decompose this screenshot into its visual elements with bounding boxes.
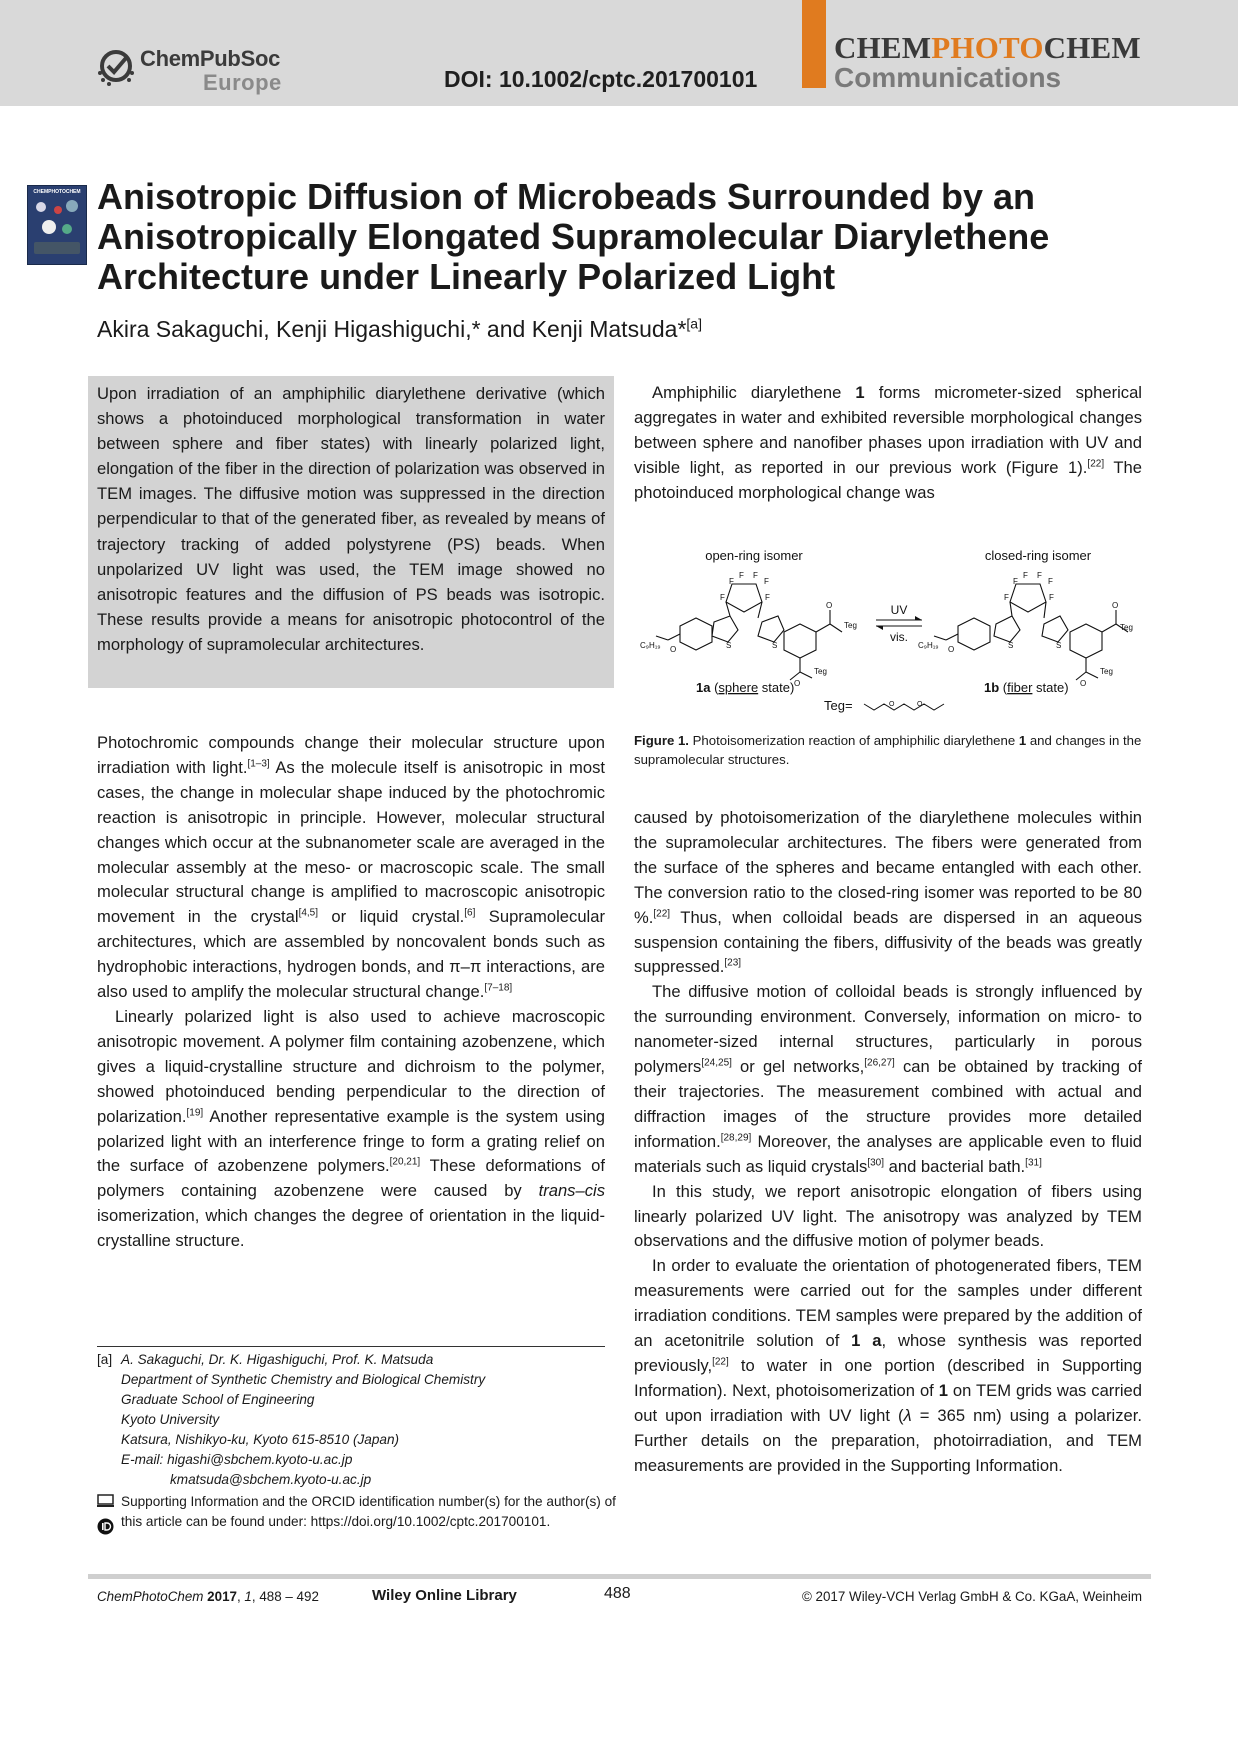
svg-text:F: F [764,577,769,586]
affiliation-footnote: [a] A. Sakaguchi, Dr. K. Higashiguchi, Prof. K. Matsuda Department of Synthetic Chemistry and Biological Chemistry Graduate School of Engineering Kyoto University Katsura, Nishikyo-ku, Kyoto 615-8510 (Japan) E-mail: higashi@sbchem.kyoto-u.ac.jp kmatsuda@sbchem.kyoto-u.ac.jp [97,1350,617,1490]
compound-1b-label: 1b (fiber state) [984,680,1069,695]
footnote-rule [97,1346,605,1347]
left-column-body [97,731,605,1254]
doi[interactable]: DOI: 10.1002/cptc.201700101 [444,66,758,92]
arrow-uv-label: UV [890,603,908,617]
journal-accent-bar [802,0,826,88]
svg-text:C₉H₁₉: C₉H₁₉ [640,641,661,650]
publisher-name: ChemPubSoc [140,46,281,71]
svg-text:O: O [794,679,801,688]
svg-text:F: F [729,577,734,586]
paragraph: In this study, we report anisotropic elongation of fibers using linearly polarized UV light. The anisotropy was analyzed by TEM observations and the diffusive motion of polymer beads. [634,1181,1142,1251]
svg-text:Teg: Teg [814,667,827,676]
svg-text:O: O [670,645,677,654]
svg-text:Teg: Teg [1100,667,1113,676]
svg-text:F: F [739,571,744,580]
paragraph: The diffusive motion of colloidal beads is strongly influenced by the surrounding environment. Conversely, information on micro- to nanometer-sized internal structures, particularly in porous polymers[24,25] or gel networks,[26,27] can be obtained by tracking of their trajectories. The measurement combined with actual and diffraction images of the structure provides more detailed information.[28,29] Moreover, the analyses are applicable even to fluid materials such as liquid crystals[30] and bacterial bath.[31] [634,982,1142,1176]
svg-text:S: S [726,641,732,650]
copyright: © 2017 Wiley-VCH Verlag GmbH & Co. KGaA, Weinheim [801,1589,1142,1604]
svg-text:O: O [1112,601,1119,610]
citation: ChemPhotoChem 2017, 1, 488 – 492 [97,1589,319,1604]
footer-rule [88,1574,1151,1579]
svg-text:S: S [1008,641,1014,650]
paragraph: In order to evaluate the orientation of photogenerated fibers, TEM measurements were carried out for the samples under different irradiation conditions. TEM samples were prepared by the addition of an acetonitrile solution of 1 a, whose synthesis was reported previously,[22] to water in one portion (described in Supporting Information). Next, photoisomerization of 1 on TEM grids was carried out upon irradiation with UV light (λ = 365 nm) using a polarizer. Further details on the preparation, photoirradiation, and TEM measurements are provided in the Supporting Information. [634,1256,1143,1475]
journal-name: CHEMPHOTOCHEM [834,30,1141,65]
paragraph: Photochromic compounds change their molecular structure upon irradiation with light.[1–3] As the molecule itself is anisotropic in most cases, the change in molecular shape induced by the photochromic reaction is anisotropic in principle. However, molecular structural changes which occur at the subnanometer scale are averaged in the molecular assembly at the meso- or macroscopic scale. The small molecular structural change is amplified to macroscopic anisotropic movement in the crystal[4,5] or liquid crystal.[6] Supramolecular architectures, which are assembled by noncovalent bonds such as hydrophobic interactions, hydrogen bonds, and π–π interactions, are also used to amplify the molecular structural change.[7–18] [97,733,605,1002]
supporting-info-note [97,1492,617,1532]
page-number: 488 [604,1585,631,1602]
svg-text:F: F [753,571,758,580]
paragraph: Linearly polarized light is also used to achieve macroscopic anisotropic movement. A polymer film containing azobenzene, which gives a liquid-crystalline structure and dichroism to the polymer, showed photoinduced bending perpendicular to the direction of polarization.[19] Another representative example is the system using polarized light with an interference fringe to form a grating relief on the surface of azobenzene polymers.[20,21] These deformations of polymers containing azobenzene were caused by trans–cis isomerization, which changes the degree of orientation in the liquid-crystalline structure. [97,1006,605,1251]
open-ring-label: open-ring isomer [705,548,803,563]
email-link[interactable]: kmatsuda@sbchem.kyoto-u.ac.jp [170,1472,372,1487]
cover-title: CHEMPHOTOCHEM [33,189,81,195]
teg-definition-label: Teg= [824,698,853,713]
svg-text:O: O [917,701,923,708]
svg-text:F: F [720,593,725,602]
orcid-icon [97,1518,114,1535]
article-title: Anisotropic Diffusion of Microbeads Surrounded by an Anisotropically Elongated Supramolecular Diarylethene Architecture under Linearly Polarized Light [97,176,1050,297]
computer-icon [97,1494,114,1508]
svg-text:F: F [1013,577,1018,586]
paragraph: Amphiphilic diarylethene 1 forms micrometer-sized spherical aggregates in water and exhibited reversible morphological changes between sphere and nanofiber phases upon irradiation with UV and visible light, as reported in our previous work (Figure 1).[22] The photoinduced morphological change was [634,383,1142,502]
compound-1a-label: 1a (sphere state) [696,680,795,695]
paragraph: caused by photoisomerization of the diarylethene molecules within the supramolecular architectures. The fibers were generated from the surface of the spheres and became entangled with each other. The conversion ratio to the closed-ring isomer was reported to be 80 %.[22] Thus, when colloidal beads are dispersed in an aqueous suspension containing the fibers, diffusivity of the beads was greatly suppressed.[23] [634,808,1142,977]
svg-text:Teg: Teg [844,621,857,630]
svg-text:O: O [826,601,833,610]
svg-text:C₉H₁₉: C₉H₁₉ [918,641,939,650]
open-ring-structure [656,584,842,680]
right-column-body [634,806,1142,1478]
svg-text:F: F [1037,571,1042,580]
supporting-info-text[interactable]: Supporting Information and the ORCID identification number(s) for the author(s) of this article can be found under: https://doi.org/10.1002/cptc.201700101. [121,1494,616,1529]
abstract: Upon irradiation of an amphiphilic diarylethene derivative (which shows a photoinduced morphological transformation in water between sphere and fiber states) with linearly polarized light, elongation of the fiber in the direction of polarization was observed in TEM images. The diffusive motion was suppressed in the direction perpendicular to that of the generated fiber, as revealed by means of trajectory tracking of added polystyrene (PS) beads. When unpolarized UV light was used, the TEM image showed no anisotropic features and the diffusion of PS beads was isotropic. These results provide a means for anisotropic photocontrol of the morphology of supramolecular architectures. [97,384,605,654]
svg-text:S: S [772,641,778,650]
figure-1-reaction-scheme [634,540,1142,720]
svg-text:S: S [1056,641,1062,650]
email-link[interactable]: E-mail: higashi@sbchem.kyoto-u.ac.jp [121,1452,353,1467]
svg-text:Teg: Teg [1120,623,1133,632]
svg-text:O: O [1080,679,1087,688]
svg-text:F: F [765,593,770,602]
svg-text:O: O [889,701,895,708]
svg-text:O: O [948,645,955,654]
svg-text:F: F [1049,593,1054,602]
closed-ring-label: closed-ring isomer [984,548,1092,563]
svg-text:F: F [1023,571,1028,580]
svg-text:F: F [1048,577,1053,586]
publisher-sub: Europe [203,70,282,95]
closed-ring-structure [934,584,1128,680]
chempubsoc-logo-icon [96,46,136,86]
journal-cover-thumbnail[interactable] [27,185,87,265]
arrow-vis-label: vis. [890,630,908,644]
svg-text:F: F [1004,593,1009,602]
figure-1-caption: Figure 1. Photoisomerization reaction of amphiphilic diarylethene 1 and changes in the supramolecular structures. [634,733,1142,767]
authors: Akira Sakaguchi, Kenji Higashiguchi,* and Kenji Matsuda*[a] [97,315,702,342]
section-label: Communications [834,62,1062,93]
wiley-online-library-link[interactable]: Wiley Online Library [372,1587,517,1604]
right-column-intro [634,381,1142,506]
